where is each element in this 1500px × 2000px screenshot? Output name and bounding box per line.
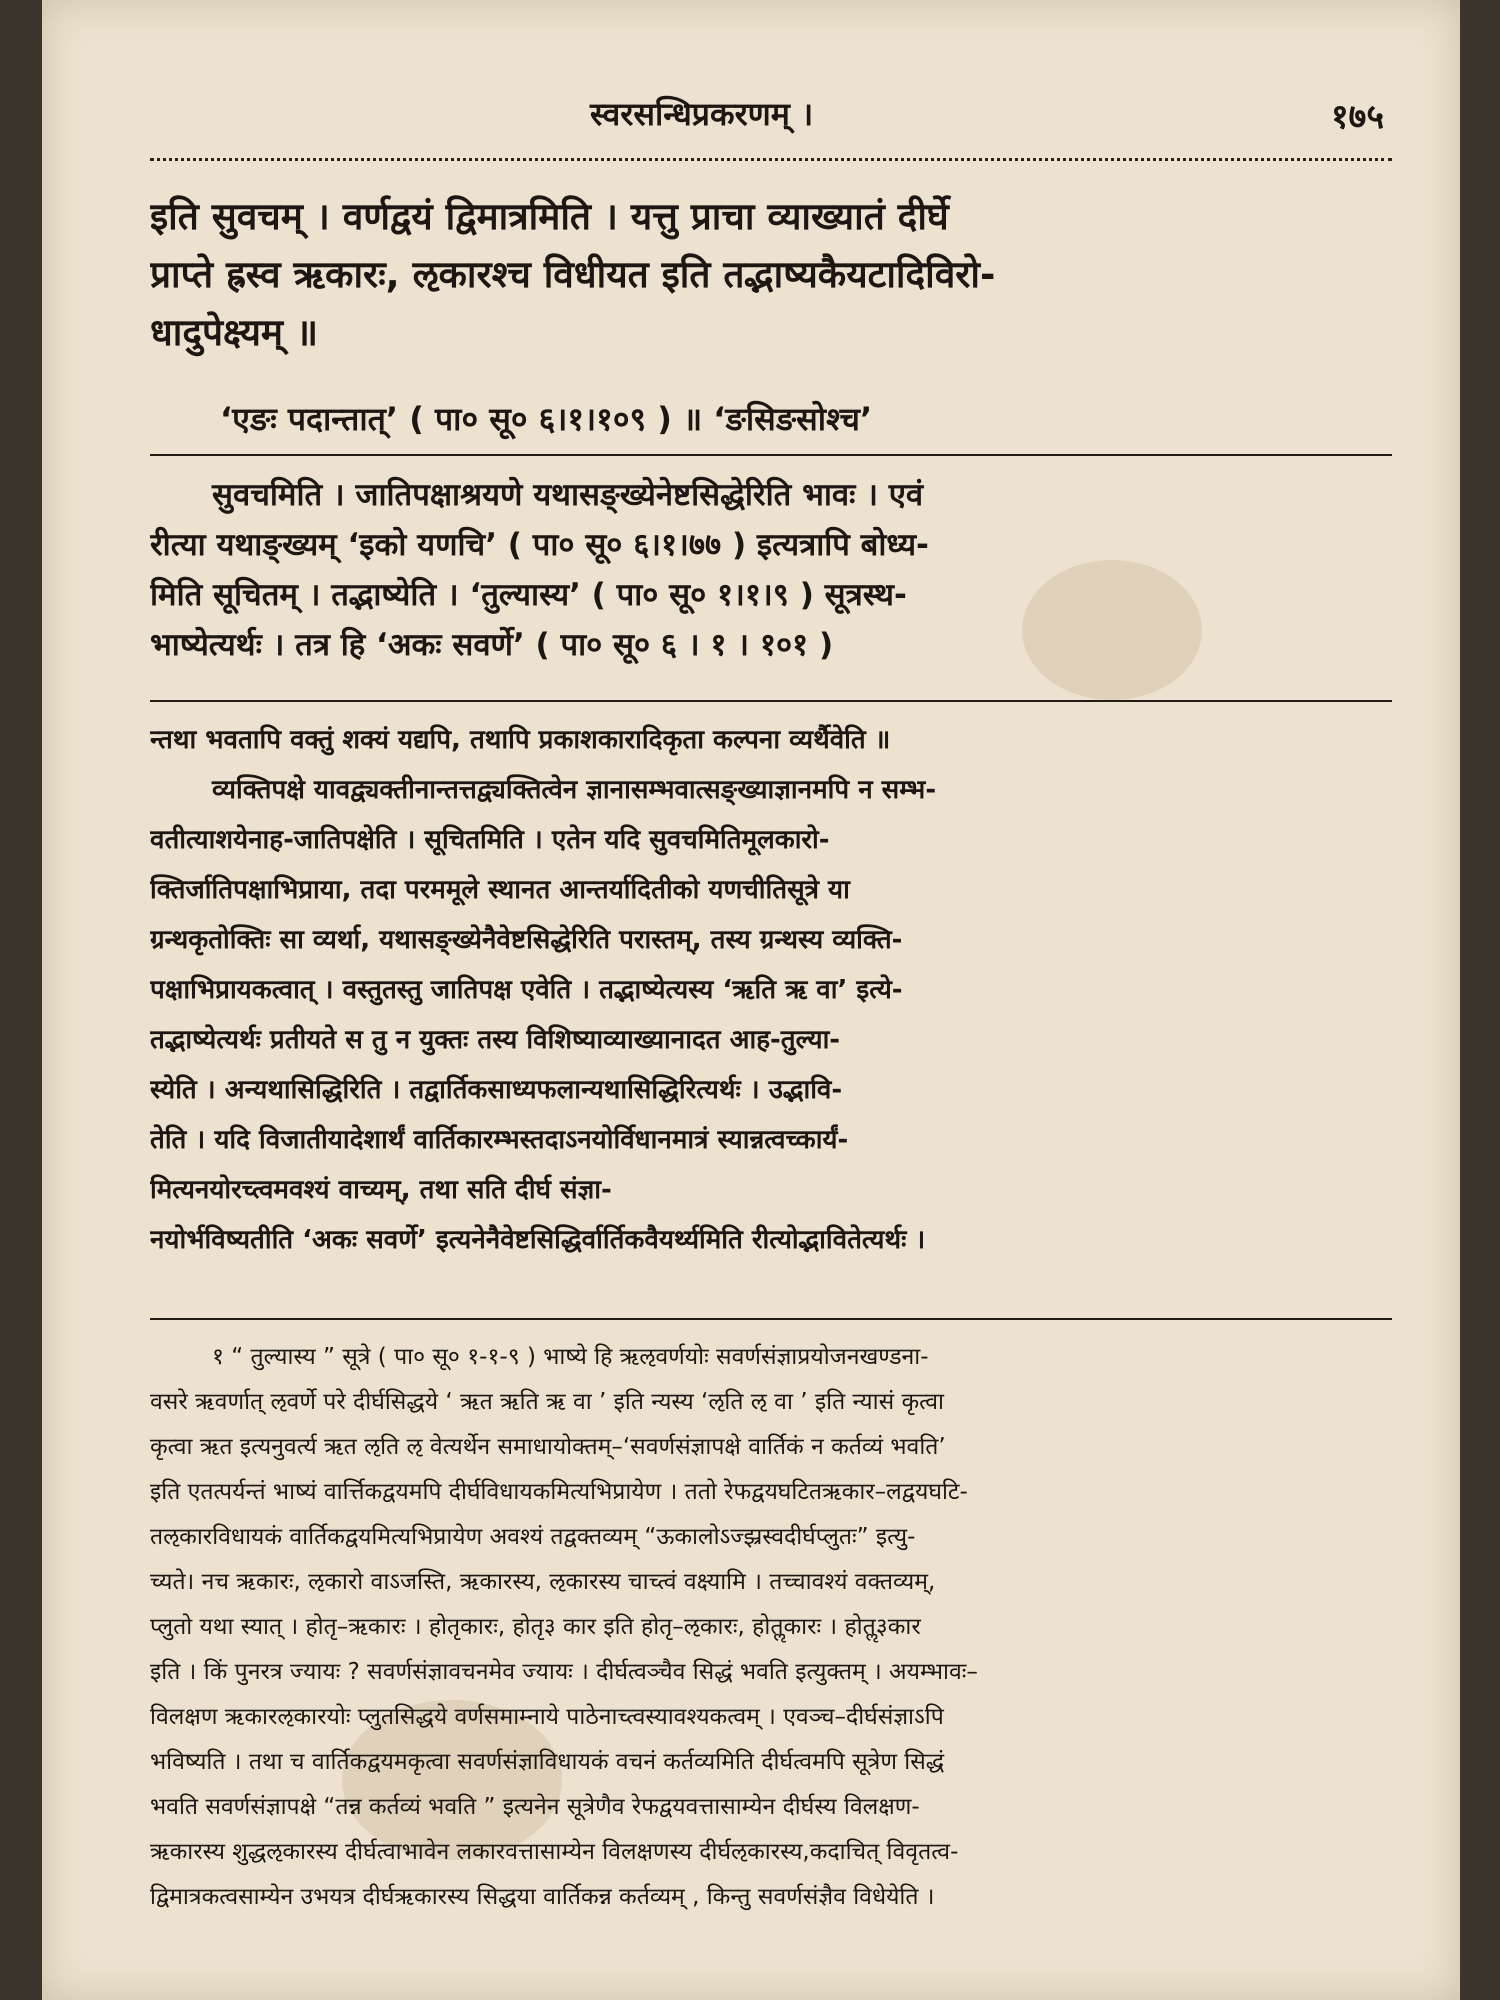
running-title: स्वरसन्धिप्रकरणम् । bbox=[590, 95, 814, 133]
footnote-line: इति एतत्पर्यन्तं भाष्यं वार्त्तिकद्वयमपि दीर्घविधायकमित्यभिप्रायेण । ततो रेफद्वयघटितऋकार–लद्वयघटि- bbox=[150, 1479, 968, 1505]
text-line: तेति । यदि विजातीयादेशार्थं वार्तिकारम्भस्तदाऽनयोर्विधानमात्रं स्यान्नत्वच्कार्यं- bbox=[150, 1125, 849, 1155]
text-line: नयोर्भविष्यतीति ‘अकः सवर्णे’ इत्यनेनैवेष्टसिद्धिर्वार्तिकवैयर्थ्यमिति रीत्योद्भावितेत्यर्थः । bbox=[150, 1225, 926, 1255]
section-rule bbox=[150, 1318, 1392, 1320]
footnote-line: भविष्यति । तथा च वार्तिकद्वयमकृत्वा सवर्णसंज्ञाविधायकं वचनं कर्तव्यमिति दीर्घत्वमपि सूत्रेण सिद्धं bbox=[150, 1749, 945, 1775]
text-line: मिति सूचितम् । तद्भाष्येति । ‘तुल्यास्य’ ( पा० सू० १।१।९ ) सूत्रस्थ- bbox=[150, 577, 907, 613]
footnote-line: ऋकारस्य शुद्धऌकारस्य दीर्घत्वाभावेन लकारवत्तासाम्येन विलक्षणस्य दीर्घऌकारस्य,कदाचित् विवृतत्व- bbox=[150, 1839, 959, 1865]
sutra-line: ‘एङः पदान्तात्’ ( पा० सू० ६।१।१०९ ) ॥ ‘ङसिङसोश्च’ bbox=[220, 400, 873, 438]
footnote-line: द्विमात्रकत्वसाम्येन उभयत्र दीर्घऋकारस्य सिद्धया वार्तिकन्न कर्तव्यम् , किन्तु सवर्णसंज्ञैव विधेयेति । bbox=[150, 1884, 935, 1910]
text-line: व्यक्तिपक्षे यावद्व्यक्तीनान्तत्तद्व्यक्तित्वेन ज्ञानासम्भवात्सङ्ख्याज्ञानमपि न सम्भ- bbox=[212, 775, 937, 805]
footnote-line: कृत्वा ऋत इत्यनुवर्त्य ऋत ऌति ऌ वेत्यर्थेन समाधायोक्तम्–‘सवर्णसंज्ञापक्षे वार्तिकं न कर्तव्यं भवति’ bbox=[150, 1434, 946, 1460]
text-line: प्राप्ते ह्रस्व ऋकारः, ऌकारश्च विधीयत इति तद्भाष्यकैयटादिविरो- bbox=[150, 253, 996, 296]
text-line: इति सुवचम् । वर्णद्वयं द्विमात्रमिति । यत्तु प्राचा व्याख्यातं दीर्घे bbox=[150, 195, 949, 238]
footnote-line: तऌकारविधायकं वार्तिकद्वयमित्यभिप्रायेण अवश्यं तद्वक्तव्यम् “ऊकालोऽज्झ्रस्वदीर्घप्लुतः” इत्यु- bbox=[150, 1524, 916, 1550]
text-line: स्येति । अन्यथासिद्धिरिति । तद्वार्तिकसाध्यफलान्यथासिद्धिरित्यर्थः । उद्भावि- bbox=[150, 1075, 843, 1105]
text-line: सुवचमिति । जातिपक्षाश्रयणे यथासङ्ख्येनेष्टसिद्धेरिति भावः । एवं bbox=[212, 477, 924, 513]
section-rule bbox=[150, 700, 1392, 702]
text-line: तद्भाष्येत्यर्थः प्रतीयते स तु न युक्तः तस्य विशिष्याव्याख्यानादत आह-तुल्या- bbox=[150, 1025, 841, 1055]
section-rule bbox=[150, 454, 1392, 456]
commentary-1 bbox=[150, 470, 1392, 670]
footnote-line: भवति सवर्णसंज्ञापक्षे “तन्न कर्तव्यं भवति ” इत्यनेन सूत्रेणैव रेफद्वयवत्तासाम्येन दीर्घस्य विलक्षण- bbox=[150, 1794, 920, 1820]
text-line: क्तिर्जातिपक्षाभिप्राया, तदा परममूले स्थानत आन्तर्यादितीको यणचीतिसूत्रे या bbox=[150, 875, 850, 905]
footnote-line: च्यते। नच ऋकारः, ऌकारो वाऽजस्ति, ऋकारस्य, ऌकारस्य चाच्त्वं वक्ष्यामि । तच्चावश्यं वक्तव्यम्, bbox=[150, 1569, 936, 1595]
text-line: भाष्येत्यर्थः । तत्र हि ‘अकः सवर्णे’ ( पा० सू० ६ । १ । १०१ ) bbox=[150, 627, 834, 663]
footnote bbox=[150, 1335, 1392, 1920]
footnote-line: प्लुतो यथा स्यात् । होतृ–ऋकारः । होतृकारः, होतृ३ कार इति होतृ–ऌकारः, होतॢकारः । होतॢ३कार bbox=[150, 1614, 921, 1640]
root-text bbox=[150, 188, 1392, 362]
footnote-line: वसरे ऋवर्णात् ऌवर्णे परे दीर्घसिद्धये ‘ ऋत ऋति ऋ वा ’ इति न्यस्य ‘ऌति ऌ वा ’ इति न्यासं कृत्वा bbox=[150, 1389, 944, 1415]
footnote-line: इति । किं पुनरत्र ज्यायः ? सवर्णसंज्ञावचनमेव ज्यायः । दीर्घत्वञ्चैव सिद्धं भवति इत्युक्तम् । अयम्भावः– bbox=[150, 1659, 978, 1685]
header-divider bbox=[150, 158, 1392, 171]
text-line: पक्षाभिप्रायकत्वात् । वस्तुतस्तु जातिपक्ष एवेति । तद्भाष्येत्यस्य ‘ऋति ऋ वा’ इत्ये- bbox=[150, 975, 903, 1005]
text-line: मित्यनयोरच्त्वमवश्यं वाच्यम्, तथा सति दीर्घ संज्ञा- bbox=[150, 1175, 612, 1205]
text-line: धादुपेक्ष्यम् ॥ bbox=[150, 311, 319, 354]
text-line: न्तथा भवतापि वक्तुं शक्यं यद्यपि, तथापि प्रकाशकारादिकृता कल्पना व्यर्थैवेति ॥ bbox=[150, 725, 891, 755]
footnote-line: १ “ तुल्यास्य ” सूत्रे ( पा० सू० १-१-९ ) भाष्ये हि ऋऌवर्णयोः सवर्णसंज्ञाप्रयोजनखण्डना- bbox=[212, 1344, 929, 1370]
running-header bbox=[150, 92, 1392, 142]
text-line: वतीत्याशयेनाह-जातिपक्षेति । सूचितमिति । एतेन यदि सुवचमितिमूलकारो- bbox=[150, 825, 830, 855]
commentary-2 bbox=[150, 715, 1392, 1265]
book-page bbox=[42, 0, 1460, 2000]
page-number: १७५ bbox=[1330, 97, 1384, 137]
text-line: ग्रन्थकृतोक्तिः सा व्यर्था, यथासङ्ख्येनैवेष्टसिद्धेरिति परास्तम्, तस्य ग्रन्थस्य व्यक्ति- bbox=[150, 925, 903, 955]
footnote-line: विलक्षण ऋकारऌकारयोः प्लुतसिद्धये वर्णसमाम्नाये पाठेनाच्त्वस्यावश्यकत्वम् । एवञ्च–दीर्घसंज्ञाऽपि bbox=[150, 1704, 944, 1730]
text-line: रीत्या यथाङ्ख्यम् ‘इको यणचि’ ( पा० सू० ६।१।७७ ) इत्यत्रापि बोध्य- bbox=[150, 527, 929, 563]
